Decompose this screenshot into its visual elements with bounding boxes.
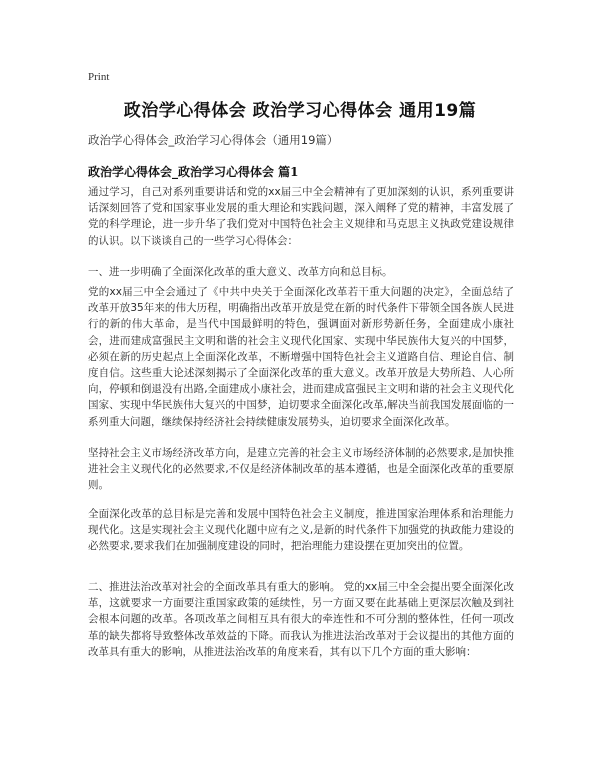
document-subtitle: 政治学心得体会_政治学习心得体会（通用19篇） [88,133,339,147]
print-link[interactable]: Print [88,71,110,83]
paragraph: 全面深化改革的总目标是完善和发展中国特色社会主义制度，推进国家治理体系和治理能力现代化。这是实现社会主义现代化题中应有之义,是新的时代条件下加强党的执政能力建设的必然要求,要求我们在加强制度建设的同时，把治理能力建设摆在更加突出的位置。 [88,508,514,553]
paragraph: 二、推进法治改革对社会的全面改革具有重大的影响。 党的xx届三中全会提出要全面深化改革，这就要求一方面要注重国家政策的延续性，另一方面又要在此基础上更深层次触及到社会根本问题的改革。各项改革之间相互具有很大的牵连性和不可分割的整体性，任何一项改革的缺失都将导致整体改革效益的下降。而我认为推进法治改革对于会议提出的其他方面的改革具有重大的影响，从推进法治改革的角度来看，其有以下几个方面的重大影响： [88,581,514,658]
paragraph: 通过学习，自己对系列重要讲话和党的xx届三中全会精神有了更加深刻的认识，系列重要讲话深刻回答了党和国家事业发展的重大理论和实践问题，深入阐释了党的精神，丰富发展了党的科学理论，进一步升华了我们党对中国特色社会主义规律和马克思主义执政党建设规律的认识。以下谈谈自己的一些学习心得体会： [88,186,514,247]
paragraph: 党的xx届三中全会通过了《中共中央关于全面深化改革若干重大问题的决定》，全面总结了改革开放35年来的伟大历程，明确指出改革开放是党在新的时代条件下带领全国各族人民进行的新的伟大革命，是当代中国最鲜明的特色，强调面对新形势新任务，全面建成小康社会，进而建成富强民主文明和谐的社会主义现代化国家、实现中华民族伟大复兴的中国梦，必须在新的历史起点上全面深化改革，不断增强中国特色社会主义道路自信、理论自信、制度自信。这些重大论述深刻揭示了全面深化改革的重大意义。改革开放是大势所趋、人心所向，停顿和倒退没有出路,全面建成小康社会，进而建成富强民主文明和谐的社会主义现代化国家、实现中华民族伟大复兴的中国梦，迫切要求全面深化改革,解决当前我国发展面临的一系列重大问题，继续保持经济社会持续健康发展势头，迫切要求全面深化改革。 [88,286,514,428]
document-title: 政治学心得体会 政治学习心得体会 通用19篇 [123,101,477,121]
paragraph-heading: 一、进一步明确了全面深化改革的重大意义、改革方向和总目标。 [88,266,393,278]
section-heading: 政治学心得体会_政治学习心得体会 篇1 [88,165,299,179]
paragraph: 坚持社会主义市场经济改革方向，是建立完善的社会主义市场经济体制的必然要求,是加快推进社会主义现代化的必然要求,不仅是经济体制改革的基本遵循，也是全面深化改革的重要原则。 [88,447,514,492]
